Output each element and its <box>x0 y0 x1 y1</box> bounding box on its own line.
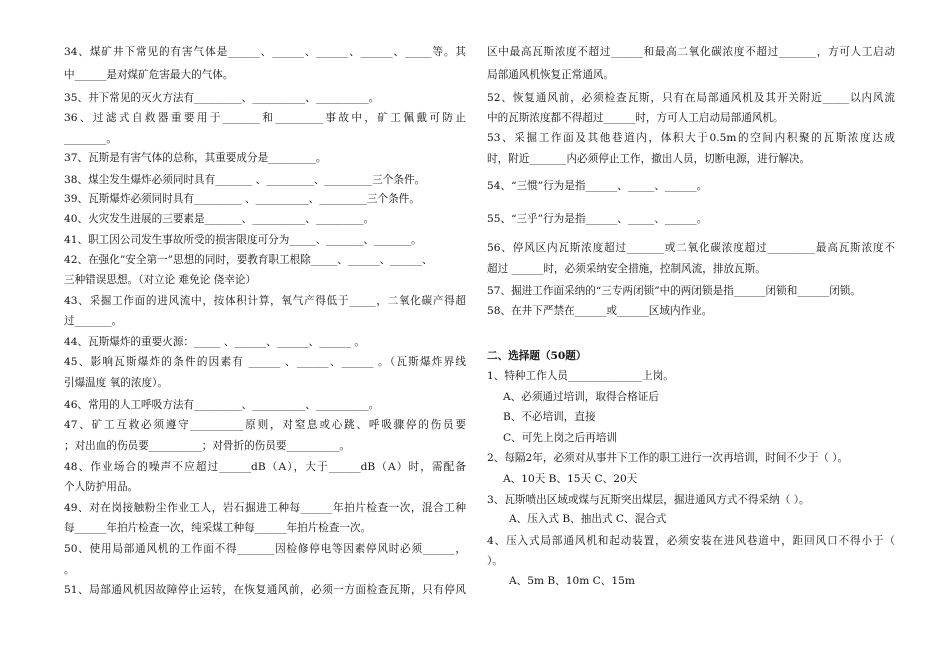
text-line: 48、作业场合的噪声不应超过______dB（A），大于______dB（A）时，需配备 <box>64 461 466 473</box>
text-line: ；对出血的伤员要__________；对骨折的伤员要__________。 <box>64 440 351 452</box>
question-text: 4、压入式局部通风机和起动装置，必须安装在进风巷道中，距回风口不得小于（ <box>487 535 895 547</box>
text-line: 个人防护用品。 <box>64 481 139 493</box>
text-line: 41、职工因公司发生事故所受的损害限度可分为_____、_______、_______。 <box>64 234 422 246</box>
text-line: 49、对在岗接触粉尘作业工人，岩石掘进工种每______年拍片检查一次，混合工种 <box>64 502 466 514</box>
option-text: A、必须通过培训，取得合格证后 <box>503 391 659 403</box>
text-line: 46、常用的人工呼吸方法有_________、__________、__________。 <box>64 399 380 411</box>
text-line: 56、停风区内瓦斯浓度超过_______或二氧化碳浓度超过_________最高瓦斯浓度不 <box>487 242 895 254</box>
text-line: 中的瓦斯浓度都不得超过______时，方可人工启动局部通风机。 <box>487 112 784 124</box>
text-line: 51、局部通风机因故障停止运转，在恢复通风前，必须一方面检查瓦斯，只有停风 <box>64 584 466 596</box>
text-line: ________。 <box>64 133 117 145</box>
option-text: A、5m B、10m C、15m <box>509 575 635 587</box>
option-text: C、可先上岗之后再培训 <box>503 432 618 444</box>
text-line: 中______是对煤矿危害最大的气体。 <box>64 69 234 81</box>
text-line: 55、“三乎”行为是指______、_____、______。 <box>487 213 708 225</box>
text-line: 37、瓦斯是有害气体的总称，其重要成分是_________。 <box>64 152 327 164</box>
text-line: 58、在井下严禁在______或______区域内作业。 <box>487 305 713 317</box>
option-text: B、不必培训，直接 <box>503 411 596 423</box>
text-line: 45、影响瓦斯爆炸的条件的因素有 ______ 、______、______ 。（瓦斯爆炸界线 <box>64 356 466 368</box>
text-line: 36、过滤式自救器重要用于_______和_________事故中，矿工佩戴可防止 <box>64 112 466 124</box>
text-line: 引爆温度 氧的浓度）。 <box>64 377 169 389</box>
text-line: 42、在强化”安全第一”思想的同时，要教育职工根除_____、______、______、 <box>64 254 433 266</box>
text-line: 50、使用局部通风机的工作面不得_______因检修停电等因素停风时必须______， <box>64 543 466 555</box>
text-line: 53、采掘工作面及其他巷道内，体积大于0.5m的空间内积聚的瓦斯浓度达成 <box>487 132 895 144</box>
text-line: 局部通风机恢复正常通风。 <box>487 69 615 81</box>
text-line: 34、煤矿井下常见的有害气体是______、______、______、______、_____等。其 <box>64 46 466 58</box>
question-text: ）。 <box>487 555 503 567</box>
option-text: A、10天 B、15天 C、20天 <box>503 473 638 485</box>
text-line: 40、火灾发生进展的三要素是_______、__________、_________。 <box>64 213 375 225</box>
text-line: 35、井下常见的灭火方法有_________、__________、__________。 <box>64 92 380 104</box>
text-line: 过_______。 <box>64 315 123 327</box>
section-heading: 二、选择题（50题） <box>487 350 587 362</box>
text-line: 超过 ______时，必须采纳安全措施，控制风流，排放瓦斯。 <box>487 263 766 275</box>
text-line: 44、瓦斯爆炸的重要火源：_____ 、______、______、______ 。 <box>64 336 365 348</box>
text-line: 43、采掘工作面的进风流中，按体积计算，氧气产得低于_____，二氧化碳产得超 <box>64 295 466 307</box>
text-line: 38、煤尘发生爆炸必须同时具有_______ 、_________、_________三个条件。 <box>64 174 426 186</box>
text-line: 39、瓦斯爆炸必须同时具有_________ 、__________、_________三个条件。 <box>64 193 420 205</box>
text-line: 52、恢复通风前，必须检查瓦斯，只有在局部通风机及其开关附近_____以内风流 <box>487 92 895 104</box>
text-line: 54、“三惯”行为是指______、_____、______。 <box>487 180 708 192</box>
question-text: 2、每隔2年，必须对从事井下工作的职工进行一次再培训，时间不少于（ ）。 <box>487 452 849 464</box>
text-line: 。 <box>64 564 75 576</box>
text-line: 57、掘进工作面采纳的“三专两闭锁”中的两闭锁是指______闭锁和______闭锁。 <box>487 285 861 297</box>
question-text: 3、瓦斯喷出区域或煤与瓦斯突出煤层，掘进通风方式不得采纳（ ）。 <box>487 494 810 506</box>
text-line: 47、矿工互救必须遵守__________原则，对窒息或心跳、呼吸骤停的伤员要 <box>64 419 466 431</box>
text-line: 三种错误思想。（对立论 难免论 侥幸论） <box>64 274 257 286</box>
text-line: 每______年拍片检查一次，纯采煤工种每______年拍片检查一次。 <box>64 522 372 534</box>
text-line: 时，附近_______内必须停止工作，撤出人员，切断电源，进行解决。 <box>487 153 811 165</box>
option-text: A、压入式 B、抽出式 C、混合式 <box>509 513 667 525</box>
text-line: 区中最高瓦斯浓度不超过______和最高二氧化碳浓度不超过_______，方可人工启动 <box>487 46 895 58</box>
question-text: 1、特种工作人员______________上岗。 <box>487 370 674 382</box>
